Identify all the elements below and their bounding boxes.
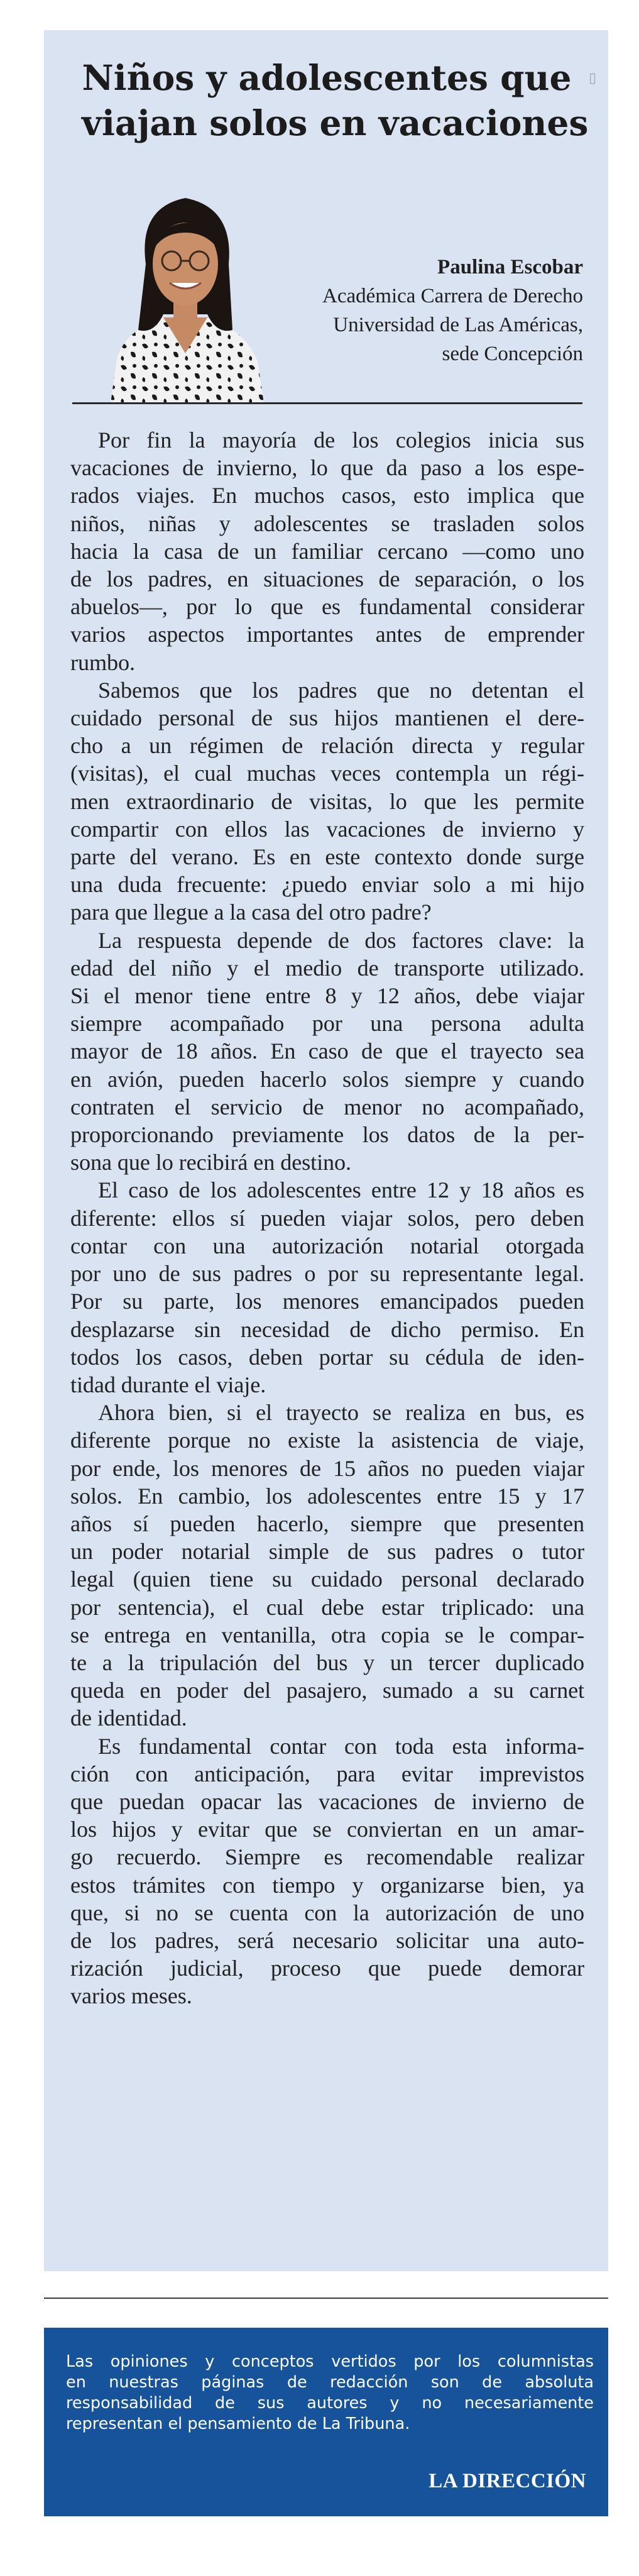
author-title-line: Universidad de Las Américas, (333, 314, 583, 336)
paragraph-line: legal (quien tiene su cuidado personal declarado (70, 1566, 584, 1592)
article-paragraph (70, 1399, 584, 1732)
paragraph-line: cuidado personal de sus hijos mantienen el dere- (70, 705, 584, 731)
paragraph-line: diferente: ellos sí pueden viajar solos, pero deben (70, 1205, 584, 1231)
paragraph-line: que puedan opacar las vacaciones de invierno de (70, 1788, 584, 1814)
paragraph-line: contar con una autorización notarial otorgada (70, 1233, 584, 1258)
paragraph-line: rados viajes. En muchos casos, esto implica que (70, 483, 584, 509)
paragraph-line: por uno de sus padres o por su representante legal. (70, 1261, 584, 1287)
paragraph-line: que, si no se cuenta con la autorización de uno (70, 1900, 584, 1925)
disclaimer-box (44, 2328, 608, 2516)
paragraph-line: de los padres, será necesario solicitar una auto- (70, 1927, 584, 1953)
paragraph-line: mayor de 18 años. En caso de que el trayecto sea (70, 1038, 584, 1064)
paragraph-line: rización judicial, proceso que puede demorar (70, 1956, 584, 1981)
paragraph-line: edad del niño y el medio de transporte utilizado. (70, 955, 584, 981)
paragraph-line: proporcionando previamente los datos de la per- (70, 1122, 584, 1148)
paragraph-line: parte del verano. Es en este contexto donde surge (70, 844, 584, 870)
paragraph-line: go recuerdo. Siempre es recomendable realizar (70, 1844, 584, 1870)
paragraph-line: compartir con ellos las vacaciones de invierno y (70, 816, 584, 842)
paragraph-line: por sentencia), el cual debe estar triplicado: una (70, 1594, 584, 1620)
paragraph-line: men extraordinario de visitas, lo que les permite (70, 788, 584, 814)
disclaimer-line: en nuestras páginas de redacción son de absoluta (66, 2373, 594, 2392)
paragraph-line: de identidad. (70, 1705, 187, 1731)
paragraph-line: te a la tripulación del bus y un tercer duplicado (70, 1649, 584, 1675)
paragraph-line: en avión, pueden hacerlo solos siempre y cuando (70, 1066, 584, 1092)
paragraph-line: cho a un régimen de relación directa y regular (70, 733, 584, 759)
paragraph-line: La respuesta depende de dos factores clave: la (98, 927, 584, 953)
article-paragraph (70, 676, 584, 927)
disclaimer-text (66, 2352, 594, 2435)
paragraph-line: años sí pueden hacerlo, siempre que presenten (70, 1511, 584, 1536)
article-paragraph (70, 1176, 584, 1399)
paragraph-line: queda en poder del pasajero, sumado a su carnet (70, 1678, 584, 1704)
paragraph-line: Por su parte, los menores emancipados pueden (70, 1289, 584, 1314)
paragraph-line: El caso de los adolescentes entre 12 y 18 años es (98, 1177, 584, 1203)
disclaimer-line: Las opiniones y conceptos vertidos por los columnistas (66, 2352, 594, 2371)
article-paragraph (70, 426, 584, 676)
paragraph-line: Sabemos que los padres que no detentan el (98, 677, 584, 703)
paragraph-line: (visitas), el cual muchas veces contempla un régi- (70, 761, 584, 786)
paragraph-line: desplazarse sin necesidad de dicho permiso. En (70, 1316, 584, 1342)
paragraph-line: ción con anticipación, para evitar imprevistos (70, 1761, 584, 1786)
paragraph-line: estos trámites con tiempo y organizarse bien, ya (70, 1872, 584, 1898)
divider (72, 402, 582, 404)
paragraph-line: una duda frecuente: ¿puedo enviar solo a mi hijo (70, 872, 584, 898)
author-title-line: sede Concepción (442, 343, 583, 365)
paragraph-line: solos. En cambio, los adolescentes entre 15 y 17 (70, 1483, 584, 1509)
divider (44, 2298, 608, 2299)
paragraph-line: varios aspectos importantes antes de emprender (70, 622, 584, 647)
paragraph-line: tidad durante el viaje. (70, 1372, 266, 1397)
paragraph-line: rumbo. (70, 649, 135, 675)
paragraph-line: se entrega en ventanilla, otra copia se le compar- (70, 1622, 584, 1648)
paragraph-line: vacaciones de invierno, lo que da paso a los espe- (70, 455, 584, 481)
document-corner-icon: ▯ (588, 70, 597, 86)
paragraph-line: los hijos y evitar que se conviertan en un amar- (70, 1817, 584, 1842)
paragraph-line: todos los casos, deben portar su cédula de iden- (70, 1344, 584, 1370)
paragraph-line: por ende, los menores de 15 años no pueden viajar (70, 1455, 584, 1481)
disclaimer-line: representan el pensamiento de La Tribuna. (66, 2414, 410, 2433)
paragraph-line: siempre acompañado por una persona adulta (70, 1011, 584, 1037)
article-body (70, 426, 584, 2010)
headline-line: Niños y adolescentes que (82, 57, 572, 98)
article-paragraph (70, 927, 584, 1177)
paragraph-line: para que llegue a la casa del otro padre? (70, 900, 432, 925)
paragraph-line: varios meses. (70, 1983, 192, 2009)
paragraph-line: Ahora bien, si el trayecto se realiza en bus, es (98, 1400, 584, 1426)
article-paragraph (70, 1732, 584, 2010)
paragraph-line: Por fin la mayoría de los colegios inicia sus (98, 427, 584, 453)
paragraph-line: sona que lo recibirá en destino. (70, 1150, 351, 1175)
headline (82, 55, 589, 146)
paragraph-line: Es fundamental contar con toda esta informa- (98, 1733, 584, 1759)
paragraph-line: hacia la casa de un familiar cercano —como uno (70, 538, 584, 564)
disclaimer-line: responsabilidad de sus autores y no necesariamente (66, 2394, 594, 2413)
paragraph-line: de los padres, en situaciones de separación, o los (70, 566, 584, 592)
disclaimer-signature: LA DIRECCIÓN (429, 2470, 586, 2492)
paragraph-line: contraten el servicio de menor no acompañado, (70, 1094, 584, 1120)
paragraph-line: abuelos—, por lo que es fundamental considerar (70, 594, 584, 620)
paragraph-line: un poder notarial simple de sus padres o tutor (70, 1539, 584, 1565)
headline-line: viajan solos en vacaciones (82, 102, 589, 143)
author-name: Paulina Escobar (437, 256, 583, 278)
paragraph-line: diferente porque no existe la asistencia de viaje, (70, 1428, 584, 1453)
author-byline (251, 253, 583, 368)
author-title-line: Académica Carrera de Derecho (322, 285, 583, 307)
paragraph-line: niños, niñas y adolescentes se trasladen solos (70, 510, 584, 536)
paragraph-line: Si el menor tiene entre 8 y 12 años, debe viajar (70, 983, 584, 1009)
